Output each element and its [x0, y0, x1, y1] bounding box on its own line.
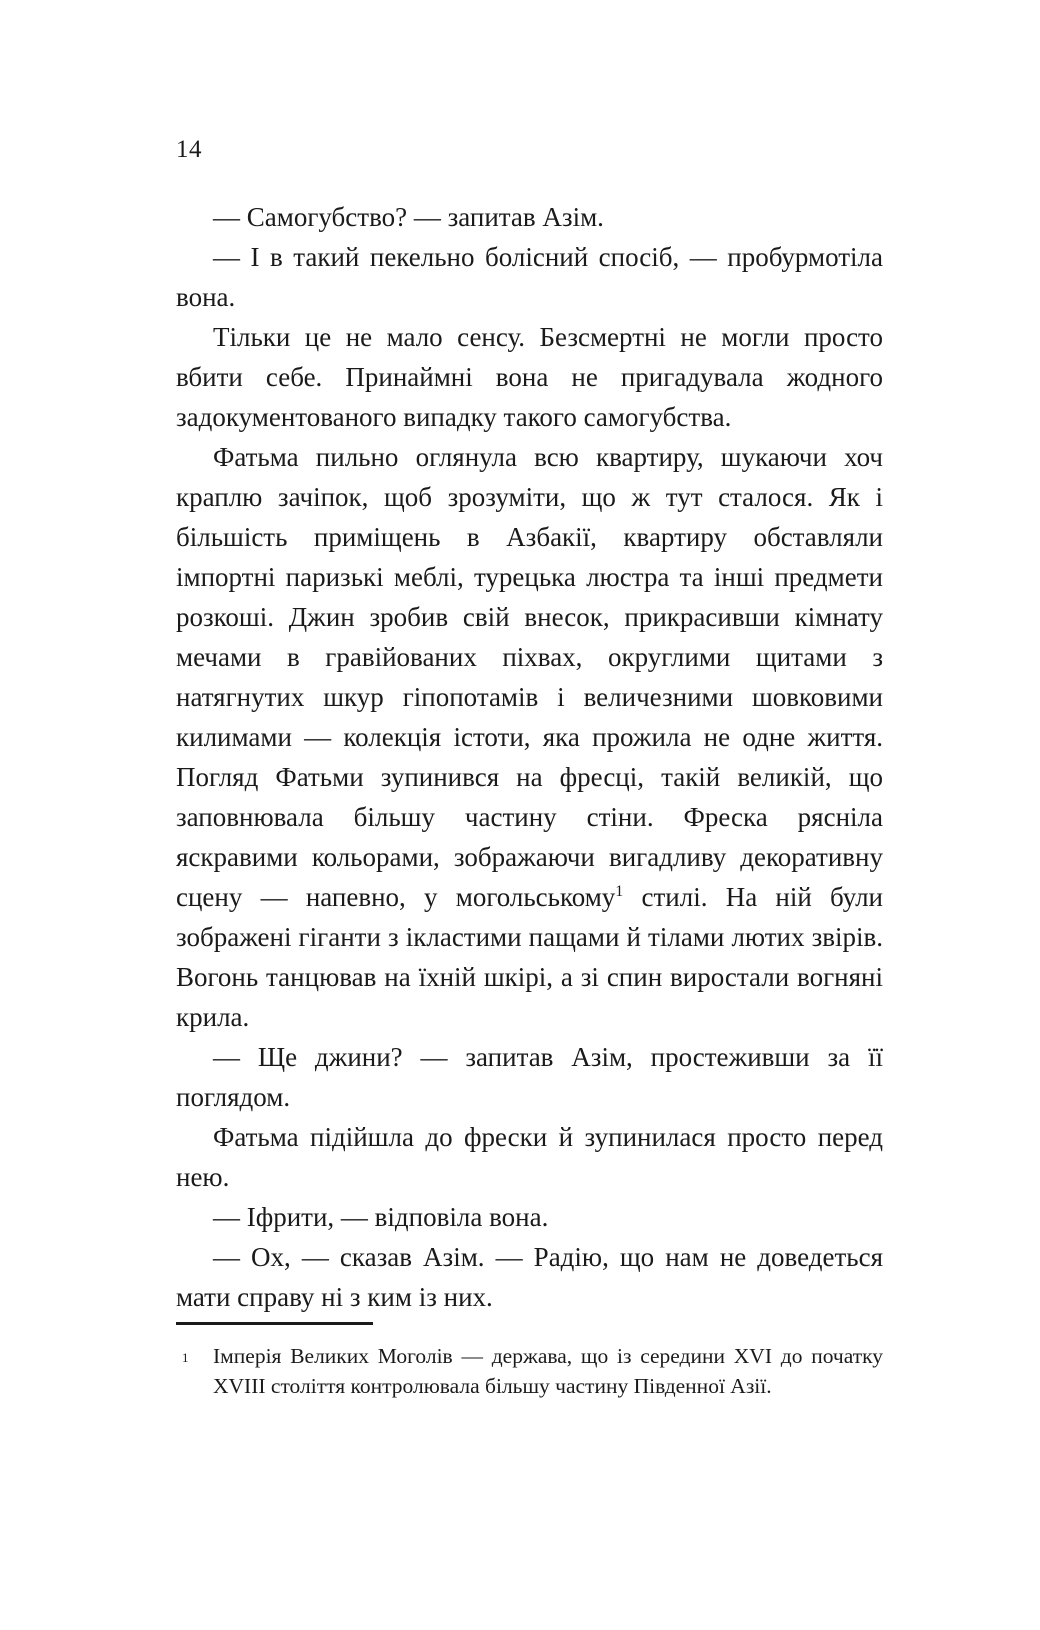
page-number: 14 [176, 136, 202, 163]
footnote-marker: 1 [182, 1350, 189, 1365]
paragraph-with-footnote-reference [176, 437, 883, 1037]
paragraph-text: Фатьма пильно оглянула всю квартиру, шукаючи хоч краплю зачіпок, щоб зрозуміти, що ж тут сталося. Як і більшість приміщень в Азбакії, квартиру обставляли імпортні паризькі меблі, турецька люстра та інші предмети розкоші. Джин зробив свій внесок, прикрасивши кімнату мечами в гравійованих піхвах, округлими щитами з натягнутих шкур гіпопотамів і величезними шовковими килимами — колекція істоти, яка прожила не одне життя. Погляд Фатьми зупинився на фресці, такій великій, що заповнювала більшу частину стіни. Фреска рясніла яскравими кольорами, зображаючи вигадливу декоративну сцену — напевно, у могольському [176, 442, 883, 912]
footnote-reference: 1 [615, 883, 624, 900]
footnote [176, 1341, 883, 1401]
paragraph-dialogue: — Ох, — сказав Азім. — Радію, що нам не доведеться мати справу ні з ким із них. [176, 1242, 883, 1312]
paragraph-dialogue: — Іфрити, — відповіла вона. [213, 1202, 549, 1232]
paragraph-dialogue: — Ще джини? — запитав Азім, простеживши за її поглядом. [176, 1042, 883, 1112]
paragraph-text: стилі. На ній були зображені гіганти з ікластими пащами й тілами лютих звірів. Вогонь танцював на їхній шкірі, а зі спин виростали вогняні крила. [176, 882, 883, 1032]
paragraph-dialogue: — І в такий пекельно болісний спосіб, — пробурмотіла вона. [176, 242, 883, 312]
paragraph-dialogue: — Самогубство? — запитав Азім. [213, 202, 604, 232]
footnote-separator [176, 1322, 373, 1325]
paragraph: Фатьма підійшла до фрески й зупинилася просто перед нею. [176, 1122, 883, 1192]
footnote-section [176, 1322, 883, 1401]
footnote-text: Імперія Великих Моголів — держава, що із середини XVI до початку XVIII століття контролювала більшу частину Південної Азії. [213, 1344, 883, 1398]
body-text [176, 197, 883, 1317]
paragraph: Тільки це не мало сенсу. Безсмертні не могли просто вбити себе. Принаймні вона не пригадувала жодного задокументованого випадку такого самогубства. [176, 322, 883, 432]
